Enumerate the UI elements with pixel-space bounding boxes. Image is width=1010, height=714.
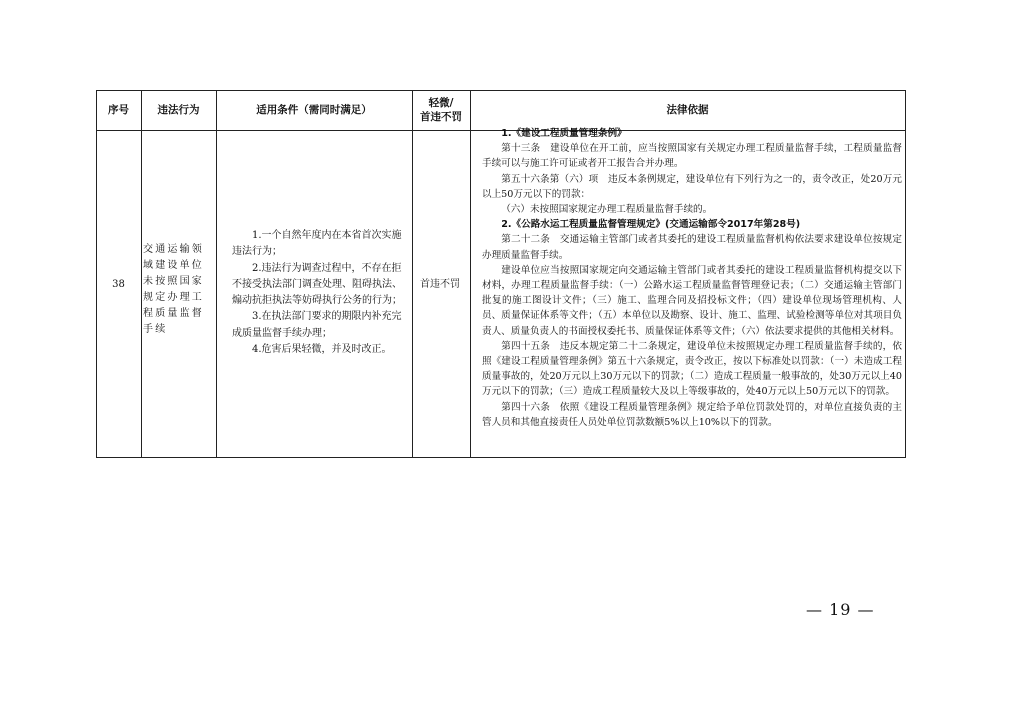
condition-item: 2.违法行为调查过程中，不存在拒不接受执法部门调查处理、阻碍执法、煽动抗拒执法等妨碍执行公务的行为； <box>232 262 402 307</box>
basis-paragraph: 第五十六条第（六）项 违反本条例规定，建设单位有下列行为之一的，责令改正，处20万元以上50万元以下的罚款： <box>482 173 902 200</box>
col-divider <box>412 90 413 458</box>
header-penalty-line1: 轻微/ <box>428 97 454 109</box>
basis-heading: 2.《公路水运工程质量监督管理规定》(交通运输部令2017年第28号) <box>501 219 801 231</box>
header-penalty-line2: 首违不罚 <box>420 111 462 123</box>
table-bottom-border <box>96 457 906 458</box>
col-divider <box>141 90 142 458</box>
col-divider <box>216 90 217 458</box>
table-left-border <box>96 90 97 458</box>
condition-item: 4.危害后果轻微，并及时改正。 <box>252 344 392 356</box>
header-penalty <box>412 90 470 130</box>
col-divider <box>470 90 471 458</box>
row-violation: 交通运输领域建设单位未按照国家规定办理工程质量监督手续 <box>143 244 204 335</box>
basis-paragraph: 第四十五条 违反本规定第二十二条规定，建设单位未按照规定办理工程质量监督手续的，依照《建设工程质量管理条例》第五十六条规定，责令改正，按以下标准处以罚款：（一）未造成工程质量事故的，处20万元以上30万元以下的罚款；（二）造成工程质量一般事故的，处30万元以上40万元以下的罚款；（三）造成工程质量较大及以上等级事故的，处40万元以上50万元以下的罚款。 <box>482 340 902 398</box>
basis-paragraph: （六）未按照国家规定办理工程质量监督手续的。 <box>501 204 713 216</box>
row-number: 38 <box>112 279 125 290</box>
basis-paragraph: 第十三条 建设单位在开工前，应当按照国家有关规定办理工程质量监督手续，工程质量监督手续可以与施工许可证或者开工报告合并办理。 <box>482 143 902 170</box>
basis-paragraph: 建设单位应当按照国家规定向交通运输主管部门或者其委托的建设工程质量监督机构提交以下材料，办理工程质量监督手续：（一）公路水运工程质量监督管理登记表；（二）交通运输主管部门批复的施工图设计文件；（三）施工、监理合同及招投标文件；（四）建设单位现场管理机构、人员、质量保证体系等文件；（五）本单位以及勘察、设计、施工、监理、试验检测等单位对其项目负责人、质量负责人的书面授权委托书、质量保证体系等文件；（六）依法要求提供的其他相关材料。 <box>482 264 902 337</box>
basis-paragraph: 第四十六条 依照《建设工程质量管理条例》规定给予单位罚款处罚的，对单位直接负责的主管人员和其他直接责任人员处单位罚款数额5%以上10%以下的罚款。 <box>482 401 902 428</box>
condition-item: 1.一个自然年度内在本省首次实施违法行为； <box>232 230 402 258</box>
header-cond: 适用条件（需同时满足） <box>256 104 372 116</box>
header-basis: 法律依据 <box>666 104 709 116</box>
row-penalty: 首违不罚 <box>420 279 460 290</box>
table-right-border <box>905 90 906 458</box>
condition-item: 3.在执法部门要求的期限内补充完成质量监督手续办理； <box>232 311 402 339</box>
row-conditions <box>232 228 410 358</box>
page-number: — 19 — <box>806 600 875 619</box>
regulation-table <box>96 90 906 458</box>
header-act: 违法行为 <box>157 104 200 116</box>
basis-paragraph: 第二十二条 交通运输主管部门或者其委托的建设工程质量监督机构依法要求建设单位按规定办理质量监督手续。 <box>482 234 902 261</box>
row-legal-basis <box>482 126 902 430</box>
header-num: 序号 <box>108 104 129 116</box>
basis-heading: 1.《建设工程质量管理条例》 <box>501 128 627 139</box>
